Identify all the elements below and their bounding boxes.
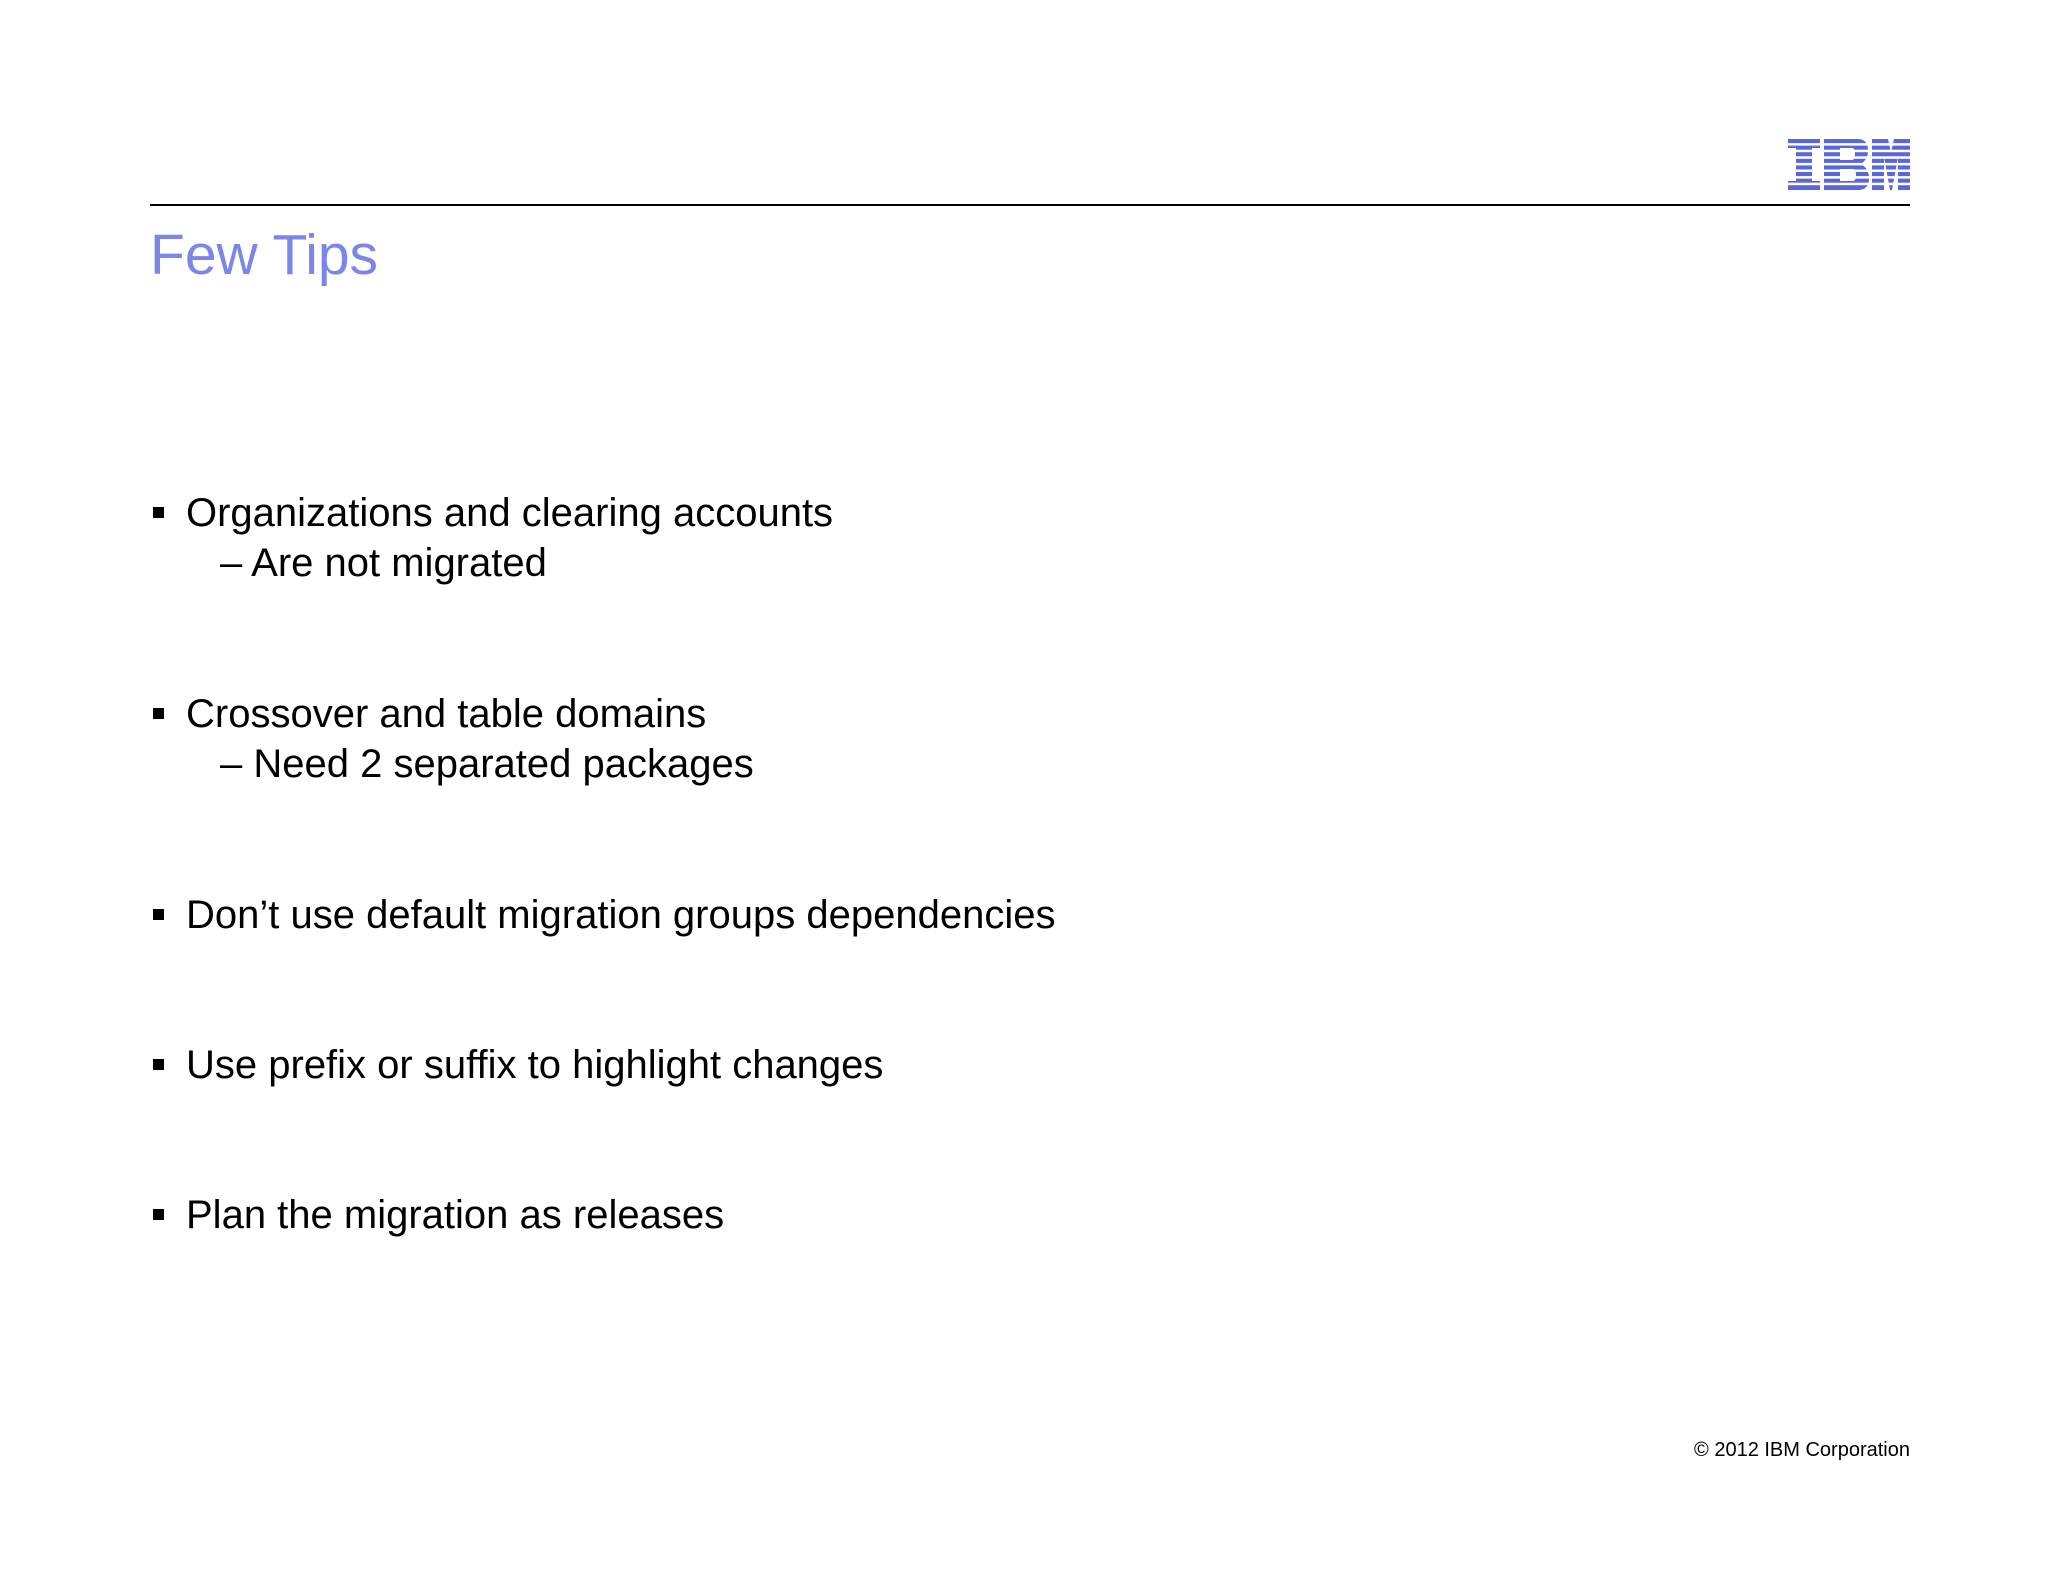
bullet-text: Plan the migration as releases [186, 1193, 725, 1237]
copyright-text: © 2012 IBM Corporation [1694, 1439, 1910, 1461]
bullet-text: Organizations and clearing accounts [186, 491, 834, 535]
bullet-item [150, 488, 1850, 588]
bullet-item [150, 1190, 1850, 1240]
square-bullet-icon [153, 1209, 164, 1220]
square-bullet-icon [153, 708, 164, 719]
square-bullet-icon [153, 909, 164, 920]
bullet-item [150, 1040, 1850, 1090]
bullet-text: Crossover and table domains [186, 692, 707, 736]
bullet-text: Don’t use default migration groups dependencies [186, 893, 1056, 937]
square-bullet-icon [153, 507, 164, 518]
sub-bullet-text: – Need 2 separated packages [220, 742, 754, 786]
header-rule [150, 204, 1910, 206]
page-title: Few Tips [150, 223, 379, 287]
bullet-item [150, 689, 1850, 789]
bullet-item [150, 890, 1850, 940]
sub-bullet-text: – Are not migrated [220, 541, 547, 585]
square-bullet-icon [153, 1059, 164, 1070]
bullet-text: Use prefix or suffix to highlight changes [186, 1043, 884, 1087]
ibm-logo-icon [1788, 139, 1910, 190]
